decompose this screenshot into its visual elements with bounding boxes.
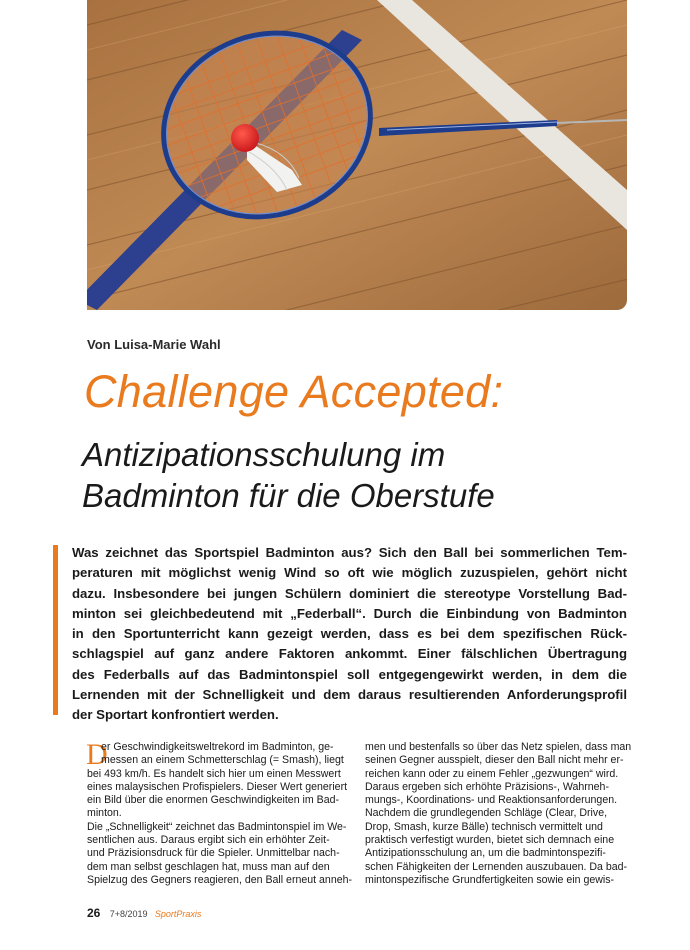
body-line: minton. bbox=[87, 807, 122, 820]
body-line: Die „Schnelligkeit“ zeichnet das Badmintonspiel im We- bbox=[87, 820, 347, 833]
body-line: men und bestenfalls so über das Netz spielen, dass man bbox=[365, 741, 632, 753]
lead-line: schlagspiel auf ganz andere Faktoren ankommt. Einer fälschlichen Übertragung bbox=[72, 646, 627, 662]
body-line: Nachdem die grundlegenden Schläge (Clear, Drive, bbox=[365, 807, 608, 820]
body-line: Antizipationsschulung an, um die badmintonspezifi- bbox=[365, 847, 606, 860]
body-line: Daraus ergeben sich erhöhte Präzisions-, Wahrneh- bbox=[365, 780, 609, 793]
lead-accent-bar bbox=[53, 545, 58, 715]
body-line: seinen Gegner ausspielt, dieser den Ball nicht mehr er- bbox=[365, 754, 624, 767]
author-byline: Von Luisa-Marie Wahl bbox=[87, 337, 221, 352]
body-line: er Geschwindigkeitsweltrekord im Badminton, ge- bbox=[101, 741, 334, 753]
header-photo bbox=[87, 0, 627, 310]
lead-line: dazu. Insbesondere bei jungen Schülern dominiert die stereotype Vorstellung Bad- bbox=[72, 585, 627, 601]
lead-line: peraturen mit möglichst wenig Wind so oft wie möglich zuzuspielen, gehört nicht bbox=[72, 565, 627, 581]
lead-line: des Federballs auf das Badmintonspiel soll entgegengewirkt werden, in dem die bbox=[72, 666, 627, 682]
body-line: dem man selbst geschlagen hat, muss man auf den bbox=[87, 860, 330, 873]
page-number: 26 bbox=[87, 906, 101, 920]
subtitle-line: Badminton für die Oberstufe bbox=[82, 477, 495, 514]
article-title: Challenge Accepted: bbox=[84, 366, 504, 417]
lead-line: Lernenden mit der Schnelligkeit und dem daraus resultierenden Anforderungsprofil bbox=[72, 687, 627, 703]
body-line: Drop, Smash, kurze Bälle) technisch vermittelt und bbox=[365, 820, 603, 833]
body-line: mungs-, Koordinations- und Reaktionsanforderungen. bbox=[365, 794, 618, 807]
badminton-racket-shuttlecock-photo bbox=[87, 0, 627, 310]
lead-line: der Sportart konfrontiert werden. bbox=[72, 707, 279, 723]
page-footer bbox=[87, 906, 201, 920]
body-line: mintonspezifische Grundfertigkeiten sowie ein gewis- bbox=[365, 873, 615, 886]
lead-paragraph bbox=[72, 543, 627, 726]
body-line: sentlichen aus. Daraus ergibt sich ein erhöhter Zeit- bbox=[87, 834, 330, 847]
body-column-right bbox=[365, 741, 632, 887]
magazine-name: SportPraxis bbox=[154, 909, 202, 919]
body-line: schen Fähigkeiten der Lernenden auszubauen. Da bad- bbox=[365, 860, 628, 873]
lead-line: in den Sportunterricht kann gezeigt werden, dass es bei dem spezifischen Rück- bbox=[72, 626, 627, 642]
article-subtitle bbox=[82, 434, 642, 516]
issue-label: 7+8/2019 bbox=[109, 909, 148, 919]
body-line: ein Bild über die enormen Geschwindigkeiten im Bad- bbox=[87, 794, 340, 807]
drop-cap: D bbox=[86, 738, 108, 771]
body-line: messen an einem Schmetterschlag (= Smash), liegt bbox=[101, 754, 344, 767]
body-column-left bbox=[86, 738, 353, 887]
body-line: und Präzisionsdruck für die Spieler. Unmittelbar nach- bbox=[87, 847, 340, 860]
subtitle-line: Antizipationsschulung im bbox=[82, 436, 446, 473]
body-line: reichen kann oder zu einem Fehler „gezwungen“ wird. bbox=[365, 767, 619, 780]
body-line: Spielzug des Gegners reagieren, den Ball erneut anneh- bbox=[87, 873, 353, 886]
body-line: eines malaysischen Profispielers. Dieser Wert generiert bbox=[87, 780, 348, 793]
body-line: bei 493 km/h. Es handelt sich hier um einen Messwert bbox=[87, 767, 341, 780]
lead-line: minton sei gleichbedeutend mit „Federball“. Durch die Einbindung von Badminton bbox=[72, 605, 627, 621]
body-line: praktisch verfestigt wurden, bietet sich demnach eine bbox=[365, 834, 615, 847]
lead-line: Was zeichnet das Sportspiel Badminton aus? Sich den Ball bei sommerlichen Tem- bbox=[72, 545, 627, 560]
